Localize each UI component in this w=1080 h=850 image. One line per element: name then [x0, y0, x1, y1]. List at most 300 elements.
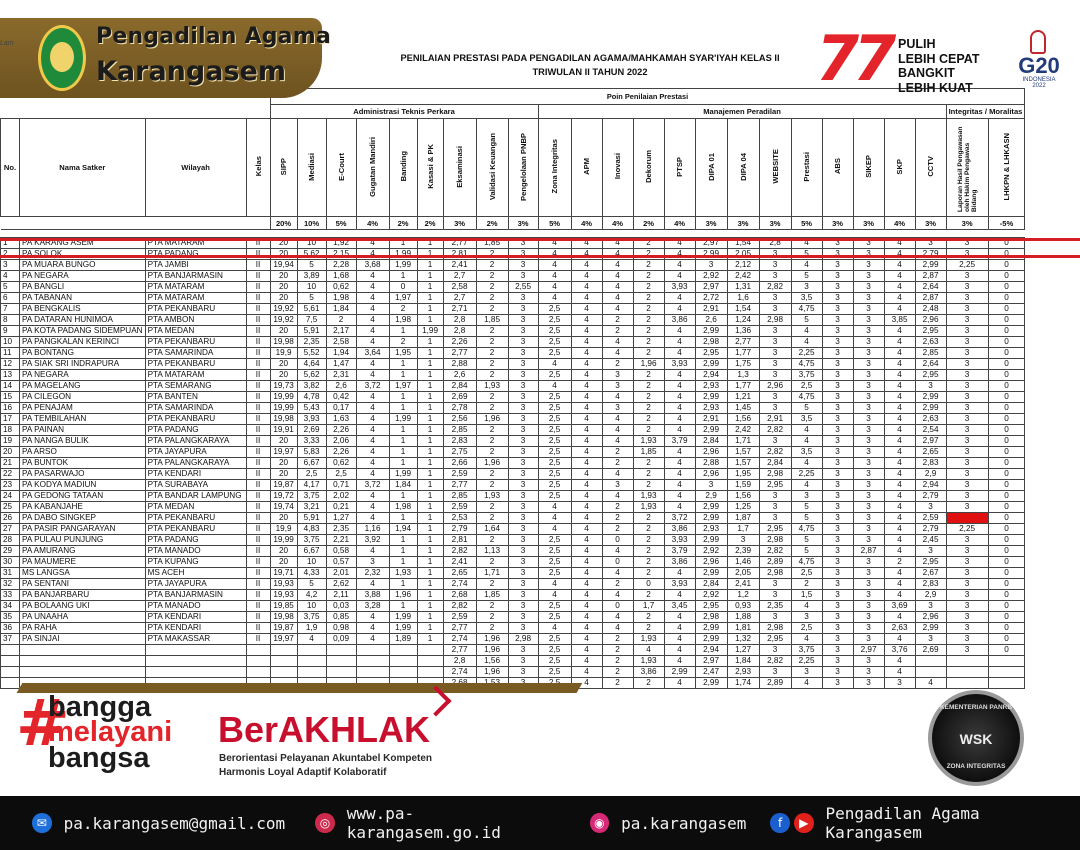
table-cell: PA KOTA PADANG SIDEMPUAN	[20, 326, 146, 337]
table-cell: 4	[664, 645, 695, 656]
table-cell: 3	[508, 557, 538, 568]
table-cell: 1	[417, 634, 443, 645]
slogan-line: LEBIH KUAT	[898, 80, 973, 95]
table-cell: 4	[884, 535, 915, 546]
table-cell: 2,95	[695, 601, 727, 612]
table-cell: II	[246, 480, 270, 491]
table-cell: 3	[946, 326, 988, 337]
table-cell: 3	[946, 535, 988, 546]
contact-instagram[interactable]: pa.karangasem	[621, 813, 747, 833]
table-cell: 2,81	[443, 535, 476, 546]
col-weight: 5%	[326, 217, 356, 230]
table-cell: 1,99	[389, 469, 417, 480]
table-row[interactable]	[1, 568, 1025, 579]
table-cell: 2	[1, 249, 20, 260]
table-cell: 2,59	[443, 612, 476, 623]
table-cell: 1,56	[727, 491, 759, 502]
col-header: Eksaminasi	[443, 119, 476, 217]
table-cell: 4	[664, 392, 695, 403]
table-cell: 2,98	[695, 612, 727, 623]
table-cell: 2,41	[443, 557, 476, 568]
table-cell: 4	[664, 491, 695, 502]
table-cell: 0	[988, 348, 1025, 359]
table-cell: 0	[988, 469, 1025, 480]
table-cell: 2	[633, 326, 664, 337]
col-header: Mediasi	[297, 119, 326, 217]
table-cell: 4	[664, 447, 695, 458]
table-cell: 4	[538, 238, 571, 249]
table-row[interactable]	[1, 304, 1025, 315]
table-cell: 3	[853, 403, 884, 414]
table-cell: MS ACEH	[145, 568, 246, 579]
col-header: Prestasi	[791, 119, 822, 217]
table-cell: 0	[602, 535, 633, 546]
contact-social[interactable]: Pengadilan Agama Karangasem	[825, 804, 980, 842]
table-cell: 1,97	[389, 293, 417, 304]
table-cell: 2,82	[759, 546, 791, 557]
table-cell: 1	[389, 513, 417, 524]
table-cell: 3	[853, 458, 884, 469]
table-cell: 3	[759, 513, 791, 524]
table-row[interactable]	[1, 634, 1025, 645]
table-cell: 0,85	[326, 612, 356, 623]
table-row[interactable]	[1, 656, 1025, 667]
table-cell: 2,9	[915, 469, 946, 480]
table-cell: 1	[389, 447, 417, 458]
table-cell: 4	[571, 447, 602, 458]
col-weight: 3%	[822, 217, 853, 230]
col-wilayah: Wilayah	[145, 119, 246, 217]
table-cell: 5	[297, 293, 326, 304]
table-cell: 3	[508, 414, 538, 425]
table-cell: 3	[759, 392, 791, 403]
col-header: Validasi Keuangan	[476, 119, 508, 217]
table-cell: 2,5	[538, 480, 571, 491]
table-cell: 3	[822, 623, 853, 634]
col-weight: 4%	[664, 217, 695, 230]
table-cell: 4	[664, 293, 695, 304]
table-cell: 1,71	[727, 436, 759, 447]
table-cell: 4,2	[297, 590, 326, 601]
table-cell: 2	[633, 568, 664, 579]
table-cell: 20	[270, 238, 297, 249]
table-cell: 2	[633, 557, 664, 568]
table-cell: PTA BANJARMASIN	[145, 271, 246, 282]
table-cell: 1	[417, 491, 443, 502]
table-cell: 5,91	[297, 513, 326, 524]
table-cell: 5,83	[297, 447, 326, 458]
table-row[interactable]	[1, 502, 1025, 513]
table-cell: 1,93	[633, 656, 664, 667]
table-row[interactable]	[1, 249, 1025, 260]
table-cell: 3,86	[664, 524, 695, 535]
table-cell: 2,92	[695, 546, 727, 557]
table-cell: 4,17	[297, 480, 326, 491]
table-cell: 7	[1, 304, 20, 315]
table-cell: 2,05	[727, 249, 759, 260]
slogan-line: PULIH	[898, 37, 936, 51]
table-cell: PTA PALANGKARAYA	[145, 458, 246, 469]
table-cell: 0	[988, 458, 1025, 469]
table-cell: 4	[602, 348, 633, 359]
table-row[interactable]	[1, 381, 1025, 392]
table-cell: 5	[1, 282, 20, 293]
table-cell: 2,6	[695, 315, 727, 326]
table-row[interactable]	[1, 436, 1025, 447]
table-cell	[356, 667, 389, 678]
table-cell: 4	[571, 260, 602, 271]
table-cell: 1	[417, 381, 443, 392]
table-cell: 19,87	[270, 623, 297, 634]
table-cell: 0	[988, 260, 1025, 271]
table-cell: 2,87	[853, 546, 884, 557]
table-row[interactable]	[1, 524, 1025, 535]
table-row[interactable]	[1, 480, 1025, 491]
table-cell: 3	[822, 579, 853, 590]
table-cell: 19,97	[270, 634, 297, 645]
table-cell: 1	[417, 359, 443, 370]
website-icon[interactable]: ◎	[315, 813, 335, 833]
table-cell: PA SENTANI	[20, 579, 146, 590]
table-cell: 2	[602, 667, 633, 678]
table-cell: 1	[389, 238, 417, 249]
col-header: E-Court	[326, 119, 356, 217]
table-cell: 3	[822, 458, 853, 469]
table-cell: 3	[946, 249, 988, 260]
table-cell: 2,65	[443, 568, 476, 579]
table-cell: 3	[853, 535, 884, 546]
table-cell: 4,33	[297, 568, 326, 579]
table-row[interactable]	[1, 645, 1025, 656]
table-row[interactable]	[1, 238, 1025, 249]
table-cell: 0	[988, 249, 1025, 260]
table-cell: 3	[759, 590, 791, 601]
contact-email[interactable]: pa.karangasem@gmail.com	[63, 813, 286, 833]
youtube-icon[interactable]: ▶	[794, 813, 814, 833]
table-cell: 4	[1, 271, 20, 282]
table-row[interactable]	[1, 260, 1025, 271]
table-cell: 1	[389, 436, 417, 447]
table-cell: 2	[633, 623, 664, 634]
table-cell: 2,95	[759, 480, 791, 491]
table-cell	[270, 645, 297, 656]
table-cell: 1	[389, 326, 417, 337]
table-cell: 3,21	[297, 502, 326, 513]
table-row[interactable]	[1, 579, 1025, 590]
table-cell: 4	[664, 502, 695, 513]
table-cell: 2,99	[915, 403, 946, 414]
col-weight: 10%	[297, 217, 326, 230]
table-row[interactable]	[1, 458, 1025, 469]
table-cell	[297, 667, 326, 678]
table-cell: 2	[602, 447, 633, 458]
table-row[interactable]	[1, 535, 1025, 546]
table-cell: PTA PADANG	[145, 249, 246, 260]
table-cell: 3,33	[297, 436, 326, 447]
table-cell: 3	[508, 436, 538, 447]
table-cell: 4	[884, 436, 915, 447]
table-cell: 2	[633, 293, 664, 304]
table-cell: 4,75	[791, 304, 822, 315]
table-cell: 4	[884, 304, 915, 315]
table-cell: 2,5	[538, 645, 571, 656]
table-row[interactable]	[1, 425, 1025, 436]
table-cell: 3	[853, 425, 884, 436]
table-cell: 1,93	[476, 491, 508, 502]
table-cell: 4	[791, 425, 822, 436]
table-row[interactable]	[1, 667, 1025, 678]
col-header: SIKEP	[853, 119, 884, 217]
table-cell: 2,53	[443, 513, 476, 524]
table-cell: 3	[727, 535, 759, 546]
table-cell: 3	[822, 480, 853, 491]
table-cell: PTA JAYAPURA	[145, 447, 246, 458]
table-cell: 2	[476, 359, 508, 370]
table-cell: 2,93	[695, 524, 727, 535]
table-row[interactable]	[1, 469, 1025, 480]
prestasi-table-container[interactable]	[0, 88, 1080, 698]
table-row[interactable]	[1, 623, 1025, 634]
table-row[interactable]	[1, 392, 1025, 403]
table-cell: 4	[571, 480, 602, 491]
table-row[interactable]	[1, 601, 1025, 612]
table-cell	[417, 667, 443, 678]
table-cell: 2,5	[538, 568, 571, 579]
table-cell: 1,68	[326, 271, 356, 282]
table-cell	[326, 645, 356, 656]
table-cell: 4	[356, 623, 389, 634]
table-cell: 4	[356, 403, 389, 414]
table-cell: 2	[633, 381, 664, 392]
table-cell: 0,03	[326, 601, 356, 612]
table-cell: 3	[508, 513, 538, 524]
table-cell: 4	[791, 601, 822, 612]
table-cell: 1,63	[326, 414, 356, 425]
table-cell: 2,41	[727, 579, 759, 590]
table-cell: 2,32	[356, 568, 389, 579]
table-cell: MS LANGSA	[20, 568, 146, 579]
table-cell: 2	[389, 337, 417, 348]
table-cell: 23	[1, 480, 20, 491]
table-cell: PA DATARAN HUNIMOA	[20, 315, 146, 326]
table-cell: 4	[571, 315, 602, 326]
table-cell: 4	[602, 392, 633, 403]
table-cell: 4	[571, 623, 602, 634]
col-weight: 3%	[915, 217, 946, 230]
table-row[interactable]	[1, 491, 1025, 502]
table-cell: 1	[389, 370, 417, 381]
table-row[interactable]	[1, 590, 1025, 601]
table-row[interactable]	[1, 557, 1025, 568]
table-cell: PTA BANJARMASIN	[145, 590, 246, 601]
table-cell: 2,35	[326, 524, 356, 535]
table-cell: 0	[988, 623, 1025, 634]
table-row[interactable]	[1, 447, 1025, 458]
berakhlak-logo: BerAKHLAK	[218, 709, 431, 750]
table-cell: 2,25	[946, 260, 988, 271]
table-cell: 4	[664, 238, 695, 249]
table-cell: PTA KUPANG	[145, 557, 246, 568]
col-weight: -5%	[988, 217, 1025, 230]
table-cell: 3	[759, 348, 791, 359]
table-cell: 3	[946, 502, 988, 513]
table-cell: 2	[602, 359, 633, 370]
table-cell: 2	[476, 425, 508, 436]
table-cell: 1,96	[476, 645, 508, 656]
table-cell: 2	[602, 513, 633, 524]
table-cell: 3	[508, 425, 538, 436]
mail-icon[interactable]: ✉	[32, 813, 52, 833]
table-cell: 2	[633, 469, 664, 480]
table-row[interactable]	[1, 612, 1025, 623]
table-cell: 1,59	[727, 480, 759, 491]
table-cell: 3	[759, 502, 791, 513]
table-cell: 5	[791, 513, 822, 524]
table-cell: 3	[822, 447, 853, 458]
table-cell: 4	[602, 568, 633, 579]
table-cell: 4	[884, 458, 915, 469]
col-header: ABS	[822, 119, 853, 217]
table-cell: 3	[759, 271, 791, 282]
table-cell: 5	[297, 579, 326, 590]
table-cell: 1	[389, 535, 417, 546]
table-cell: 3	[822, 271, 853, 282]
table-cell: 4	[884, 392, 915, 403]
table-cell: 3,86	[664, 315, 695, 326]
table-cell: 19,99	[270, 535, 297, 546]
table-row[interactable]	[1, 370, 1025, 381]
table-cell: 3	[853, 667, 884, 678]
table-cell: 3	[508, 546, 538, 557]
table-cell: 1	[417, 513, 443, 524]
hut-ri-slogan	[898, 37, 1004, 95]
table-cell: 2	[602, 645, 633, 656]
table-cell: 4	[884, 469, 915, 480]
table-row[interactable]	[1, 315, 1025, 326]
table-cell: 2,56	[443, 414, 476, 425]
table-cell: 2,97	[695, 282, 727, 293]
table-cell: 3	[946, 315, 988, 326]
table-cell: 3	[853, 524, 884, 535]
table-cell: 4	[602, 612, 633, 623]
table-cell: 2,5	[538, 326, 571, 337]
table-cell: 1	[417, 601, 443, 612]
table-cell: 3,93	[664, 359, 695, 370]
table-cell: 0	[988, 557, 1025, 568]
table-cell: II	[246, 491, 270, 502]
table-cell: 3	[759, 491, 791, 502]
table-cell: 3	[1, 260, 20, 271]
table-cell: 3	[853, 447, 884, 458]
table-cell: 11	[1, 348, 20, 359]
contact-bar	[0, 796, 1080, 850]
table-cell	[1, 667, 20, 678]
table-cell: 4	[571, 282, 602, 293]
table-cell: 2,5	[538, 634, 571, 645]
table-cell: PA DABO SINGKEP	[20, 513, 146, 524]
table-cell: 1,13	[476, 546, 508, 557]
table-cell: 0	[988, 612, 1025, 623]
table-cell: PTA SEMARANG	[145, 381, 246, 392]
table-cell: 3	[946, 469, 988, 480]
table-cell: 2	[633, 590, 664, 601]
table-cell: 2,8	[443, 656, 476, 667]
table-cell: 5	[791, 271, 822, 282]
table-cell: 2,5	[538, 348, 571, 359]
table-cell: 1	[389, 359, 417, 370]
contact-website[interactable]: www.pa-karangasem.go.id	[346, 804, 501, 842]
report-title: PENILAIAN PRESTASI PADA PENGADILAN AGAMA/MAHKAMAH SYAR'IYAH KELAS II	[400, 53, 780, 63]
table-cell: 20	[270, 513, 297, 524]
table-cell: PA SOLOK	[20, 249, 146, 260]
table-row[interactable]	[1, 414, 1025, 425]
table-cell: 3	[915, 502, 946, 513]
table-cell: 19,9	[270, 348, 297, 359]
table-cell: 4	[602, 436, 633, 447]
table-cell: PA UNAAHA	[20, 612, 146, 623]
instagram-icon[interactable]: ◉	[590, 813, 610, 833]
table-cell: 3	[822, 634, 853, 645]
table-row[interactable]	[1, 546, 1025, 557]
table-cell: 2	[476, 260, 508, 271]
table-cell: 2	[633, 458, 664, 469]
table-cell: 2,77	[443, 645, 476, 656]
table-cell: 2,59	[915, 513, 946, 524]
table-cell: 2,95	[695, 348, 727, 359]
table-cell: II	[246, 282, 270, 293]
table-cell: 5	[791, 403, 822, 414]
table-cell: 2,94	[695, 370, 727, 381]
table-cell: II	[246, 271, 270, 282]
table-cell: 1	[417, 348, 443, 359]
table-cell: 3	[508, 469, 538, 480]
table-row[interactable]	[1, 337, 1025, 348]
table-cell: 3	[822, 359, 853, 370]
table-cell: 3	[508, 348, 538, 359]
table-row[interactable]	[1, 271, 1025, 282]
table-row[interactable]	[1, 403, 1025, 414]
table-row[interactable]	[1, 293, 1025, 304]
table-row[interactable]	[1, 359, 1025, 370]
table-cell: 4,75	[791, 392, 822, 403]
table-cell: 1,5	[791, 590, 822, 601]
table-row[interactable]	[1, 513, 1025, 524]
table-cell: 0	[988, 359, 1025, 370]
table-row[interactable]	[1, 348, 1025, 359]
table-cell: 4	[884, 656, 915, 667]
table-cell: 2,25	[791, 656, 822, 667]
table-cell: 1,54	[727, 304, 759, 315]
table-row[interactable]	[1, 282, 1025, 293]
badge-bottom-text: ZONA INTEGRITAS	[946, 763, 1006, 770]
table-cell: PTA SAMARINDA	[145, 348, 246, 359]
col-header: Kasasi & PK	[417, 119, 443, 217]
table-cell: 0	[988, 238, 1025, 249]
table-cell: PTA PADANG	[145, 535, 246, 546]
table-cell: 2,63	[884, 623, 915, 634]
table-cell: 27	[1, 524, 20, 535]
table-cell: 1,99	[389, 623, 417, 634]
table-cell: 2	[633, 249, 664, 260]
table-cell: 3	[915, 546, 946, 557]
table-cell: 18	[1, 425, 20, 436]
table-cell: 2,92	[695, 271, 727, 282]
table-cell: 2,77	[443, 480, 476, 491]
table-row[interactable]	[1, 326, 1025, 337]
table-cell: 3	[915, 601, 946, 612]
facebook-icon[interactable]: f	[770, 813, 790, 833]
table-cell: 0	[988, 579, 1025, 590]
